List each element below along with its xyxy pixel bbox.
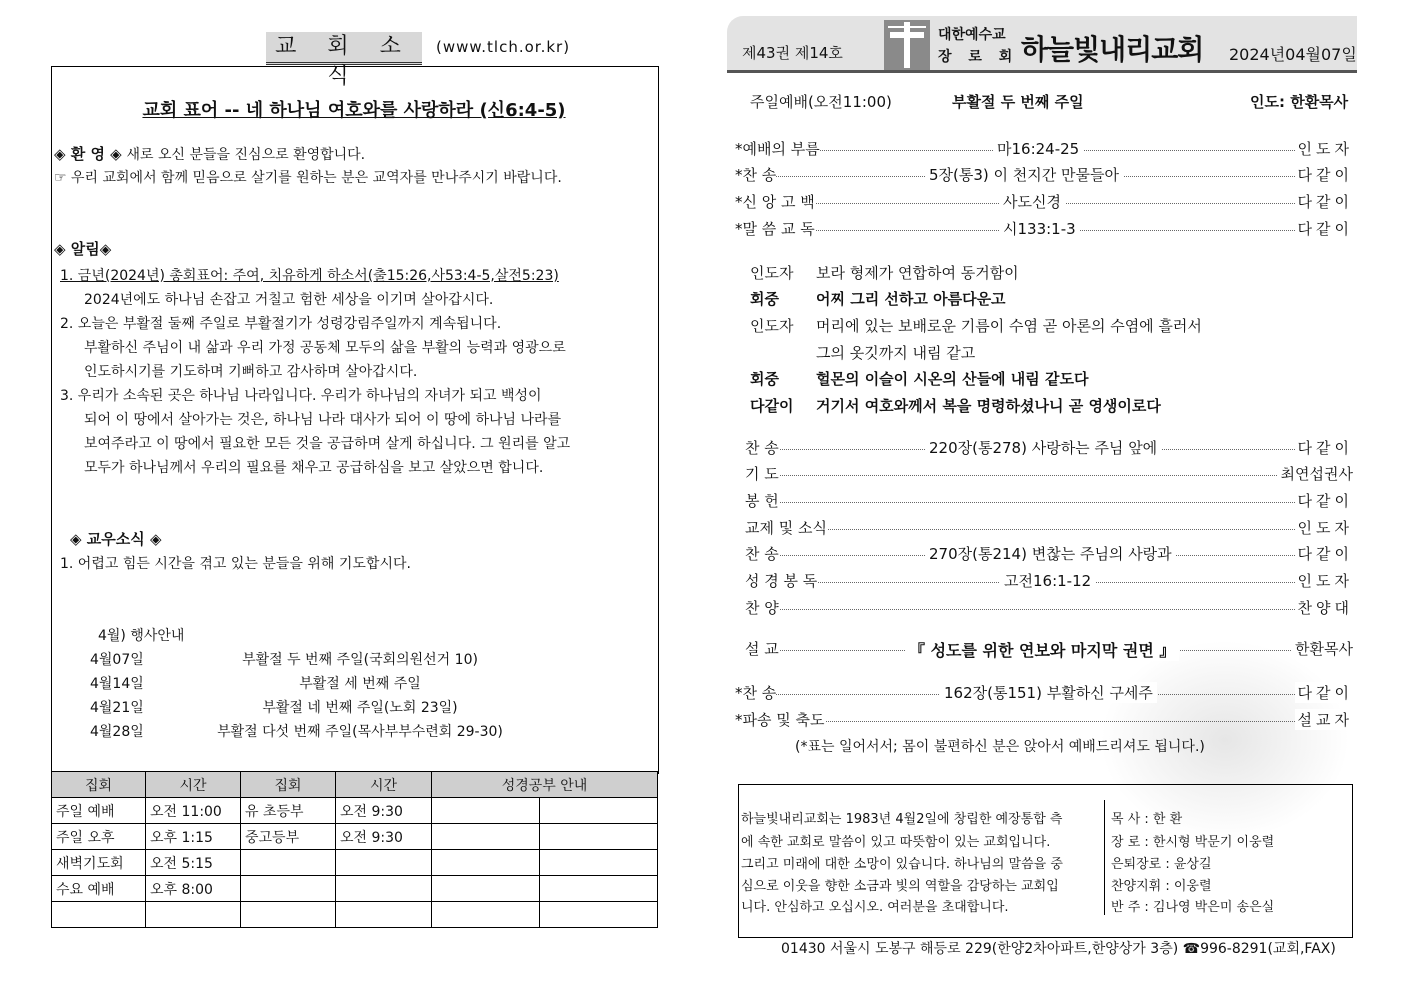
table-cell <box>432 824 540 850</box>
sermon-title: 『 성도를 위한 연보와 마지막 권면 』 <box>905 638 1179 661</box>
table-cell: 주일 오후 <box>52 824 146 850</box>
reading-text: 어찌 그리 선하고 아름다운고 <box>816 290 1006 308</box>
website-url[interactable]: (www.tlch.or.kr) <box>436 38 571 56</box>
intro-line: 심으로 이웃을 향한 소금과 빛의 역할을 감당하는 교회입 <box>741 879 1059 894</box>
table-cell <box>336 876 432 902</box>
standing-note: (*표는 일어서서; 몸이 불편하신 분은 앉아서 예배드리셔도 됩니다.) <box>795 739 1205 755</box>
order-label: *말 씀 교 독 <box>735 220 815 238</box>
worship-order-item <box>745 570 1353 592</box>
order-responsible: 다같이 <box>1295 543 1353 564</box>
event-desc: 부활절 세 번째 주일 <box>299 676 421 692</box>
table-cell <box>432 876 540 902</box>
table-cell <box>432 902 540 928</box>
event-desc: 부활절 네 번째 주일(노회 23일) <box>262 700 458 716</box>
order-label: 교제 및 소식 <box>745 519 827 537</box>
table-cell <box>241 902 336 928</box>
table-cell: 새벽기도회 <box>52 850 146 876</box>
welcome-section <box>54 143 365 164</box>
order-label: *예배의 부름 <box>735 140 820 158</box>
table-cell: 유 초등부 <box>241 798 336 824</box>
table-row <box>52 902 658 928</box>
order-responsible: 다같이 <box>1295 437 1353 458</box>
order-label: *찬 송 <box>735 166 777 184</box>
order-responsible: 인도자 <box>1295 138 1353 159</box>
responsive-reading-line <box>750 288 1006 309</box>
events-title: 4월) 행사안내 <box>98 628 185 644</box>
reading-text: 그의 옷깃까지 내림 같고 <box>816 344 976 362</box>
event-date: 4월28일 <box>90 724 144 740</box>
notice-line: 보여주라고 이 땅에서 필요한 모든 것을 공급하며 살게 하십니다. 그 원리를 알고 <box>84 436 571 452</box>
table-cell: 오후 1:15 <box>146 824 241 850</box>
col-header: 시간 <box>146 772 241 798</box>
order-label: 기 도 <box>745 465 779 483</box>
staff-line: 찬양지휘 : 이웅렬 <box>1111 879 1212 894</box>
reading-text: 머리에 있는 보배로운 기름이 수염 곧 아론의 수염에 흘러서 <box>816 317 1202 335</box>
reading-text: 보라 형제가 연합하여 동거함이 <box>816 264 1019 282</box>
table-cell: 오전 9:30 <box>336 798 432 824</box>
welcome-text: 새로 오신 분들을 진심으로 환영합니다. <box>126 147 366 163</box>
table-cell: 오전 11:00 <box>146 798 241 824</box>
intro-line: 니다. 안심하고 오십시오. 여러분을 초대합니다. <box>741 900 1009 915</box>
order-responsible: 다같이 <box>1295 191 1353 212</box>
reader: 인도자 <box>750 264 794 282</box>
notice-line: 2. 오늘은 부활절 둘째 주일로 부활절기가 성령강림주일까지 계속됩니다. <box>60 316 502 332</box>
order-detail: 고전16:1-12 <box>1000 570 1095 591</box>
event-desc: 부활절 두 번째 주일(국회의원선거 10) <box>242 652 478 668</box>
table-cell <box>432 798 540 824</box>
notice-line: 1. 금년(2024년) 총회표어: 주여, 치유하게 하소서(출15:26,사53:4-5,살전5:23) <box>60 268 559 284</box>
order-responsible: 찬양대 <box>1295 597 1353 618</box>
responsive-reading-line <box>750 342 975 363</box>
worship-order-item <box>735 191 1353 213</box>
table-row <box>52 798 658 824</box>
preacher: 한환목사 <box>1292 638 1353 659</box>
church-motto: 교회 표어 -- 네 하나님 여호와를 사랑하라 (신6:4-5) <box>142 100 566 121</box>
order-label: 봉 헌 <box>745 492 779 510</box>
table-cell <box>241 876 336 902</box>
sermon-label: 설 교 <box>745 640 779 658</box>
denomination-line-2: 장 로 회 <box>938 49 1019 65</box>
table-cell: 수요 예배 <box>52 876 146 902</box>
reader: 회중 <box>750 290 779 308</box>
order-responsible: 인도자 <box>1295 570 1353 591</box>
order-label: 찬 양 <box>745 599 779 617</box>
table-row <box>52 850 658 876</box>
worship-leader: 인도: 한환목사 <box>1250 93 1349 111</box>
worship-order-item <box>735 138 1353 160</box>
table-cell <box>52 902 146 928</box>
order-responsible: 설교자 <box>1295 709 1353 730</box>
notice-line: 인도하시기를 기도하며 기뻐하고 감사하며 살아갑시다. <box>84 364 418 380</box>
sunday-name: 부활절 두 번째 주일 <box>952 93 1084 111</box>
worship-order-item <box>745 490 1353 512</box>
table-cell: 중고등부 <box>241 824 336 850</box>
worship-order-item <box>745 463 1353 485</box>
order-detail: 270장(통214) 변찮는 주님의 사랑과 <box>925 543 1176 564</box>
reader: 회중 <box>750 370 779 388</box>
member-news-line: 1. 어렵고 힘든 시간을 겪고 있는 분들을 위해 기도합시다. <box>60 556 411 572</box>
table-cell <box>540 824 658 850</box>
order-responsible: 다같이 <box>1295 164 1353 185</box>
worship-order-item <box>735 218 1353 240</box>
table-row <box>52 824 658 850</box>
staff-line: 장 로 : 한시형 박문기 이웅렬 <box>1111 835 1275 850</box>
church-address: 01430 서울시 도봉구 해등로 229(한양2차아파트,한양상가 3층) ☎996-8291(교회,FAX) <box>781 941 1336 957</box>
notice-line: 되어 이 땅에서 살아가는 것은, 하나님 나라 대사가 되어 이 땅에 하나님 나라를 <box>84 412 562 428</box>
notice-line: 3. 우리가 소속된 곳은 하나님 나라입니다. 우리가 하나님의 자녀가 되고 백성이 <box>60 388 542 404</box>
order-responsible: 최연섭권사 <box>1278 463 1353 484</box>
responsive-reading-line <box>750 395 1161 416</box>
order-label: *파송 및 축도 <box>735 711 825 729</box>
intro-line: 에 속한 교회로 말씀이 있고 따뜻함이 있는 교회입니다. <box>741 835 1051 850</box>
order-responsible: 다같이 <box>1295 682 1353 703</box>
event-date: 4월21일 <box>90 700 144 716</box>
member-news-heading: ◈ 교우소식 ◈ <box>70 530 162 548</box>
church-name: 하늘빛내리교회 <box>1021 33 1204 66</box>
worship-order-item <box>735 709 1353 731</box>
order-detail: 162장(통151) 부활하신 구세주 <box>940 682 1157 703</box>
volume-number: 제43권 제14호 <box>742 44 843 62</box>
table-row <box>52 876 658 902</box>
staff-line: 은퇴장로 : 윤상길 <box>1111 857 1212 872</box>
order-responsible: 인도자 <box>1295 517 1353 538</box>
reader: 인도자 <box>750 317 794 335</box>
divider <box>1104 800 1105 915</box>
worship-order-item <box>735 164 1353 186</box>
table-cell <box>540 902 658 928</box>
worship-order-item <box>745 597 1353 619</box>
event-date: 4월14일 <box>90 676 144 692</box>
responsive-reading-line <box>750 262 1019 283</box>
order-label: 성 경 봉 독 <box>745 572 818 590</box>
responsive-reading-line <box>750 368 1088 389</box>
col-header: 집회 <box>52 772 146 798</box>
table-cell: 오후 8:00 <box>146 876 241 902</box>
order-label: *찬 송 <box>735 684 777 702</box>
col-header: 집회 <box>241 772 336 798</box>
meeting-schedule-table <box>51 771 658 928</box>
table-cell: 주일 예배 <box>52 798 146 824</box>
table-cell <box>540 798 658 824</box>
table-cell <box>336 902 432 928</box>
table-cell: 오전 9:30 <box>336 824 432 850</box>
intro-line: 그리고 미래에 대한 소망이 있습니다. 하나님의 말씀을 중 <box>741 857 1063 872</box>
staff-line: 반 주 : 김나영 박은미 송은실 <box>1111 900 1275 915</box>
table-cell <box>241 850 336 876</box>
section-title: 교 회 소 식 <box>266 32 422 65</box>
notice-line: 모두가 하나님께서 우리의 필요를 채우고 공급하심을 보고 살았으면 합니다. <box>84 460 544 476</box>
table-cell: 오전 5:15 <box>146 850 241 876</box>
denomination-line-1: 대한예수교 <box>938 27 1006 43</box>
order-responsible: 다같이 <box>1295 218 1353 239</box>
cross-icon <box>884 20 930 70</box>
notice-line: 부활하신 주님이 내 삶과 우리 가정 공동체 모두의 삶을 부활의 능력과 영광으로 <box>84 340 566 356</box>
order-label: *신 앙 고 백 <box>735 193 815 211</box>
order-label: 찬 송 <box>745 439 779 457</box>
table-header-row <box>52 772 658 798</box>
welcome-text-2: ☞ 우리 교회에서 함께 믿음으로 살기를 원하는 분은 교역자를 만나주시기 바랍니다. <box>54 170 562 186</box>
staff-line: 목 사 : 한 환 <box>1111 812 1183 827</box>
reading-text: 거기서 여호와께서 복을 명령하셨나니 곧 영생이로다 <box>816 397 1161 415</box>
worship-order-item <box>745 517 1353 539</box>
table-cell <box>540 876 658 902</box>
col-header: 성경공부 안내 <box>432 772 658 798</box>
welcome-heading: ◈ 환 영 ◈ <box>54 145 122 163</box>
order-detail: 220장(통278) 사랑하는 주님 앞에 <box>925 437 1161 458</box>
order-detail: 5장(통3) 이 천지간 만물들아 <box>925 164 1123 185</box>
col-header: 시간 <box>336 772 432 798</box>
reader: 다같이 <box>750 397 794 415</box>
worship-order-item <box>735 682 1353 704</box>
table-cell <box>336 850 432 876</box>
notices-heading: ◈ 알림◈ <box>54 240 112 258</box>
order-detail: 시133:1-3 <box>999 218 1080 239</box>
responsive-reading-line <box>750 315 1202 336</box>
reading-text: 헐몬의 이슬이 시온의 산들에 내림 같도다 <box>816 370 1089 388</box>
intro-line: 하늘빛내리교회는 1983년 4월2일에 창립한 예장통합 측 <box>741 812 1063 827</box>
table-cell <box>540 850 658 876</box>
event-date: 4월07일 <box>90 652 144 668</box>
service-time: 주일예배(오전11:00) <box>750 93 892 111</box>
order-responsible: 다같이 <box>1295 490 1353 511</box>
order-label: 찬 송 <box>745 545 779 563</box>
bulletin-date: 2024년04월07일 <box>1229 45 1357 64</box>
table-cell <box>146 902 241 928</box>
order-detail: 사도신경 <box>999 191 1065 212</box>
worship-order-item <box>745 543 1353 565</box>
table-cell <box>432 850 540 876</box>
event-desc: 부활절 다섯 번째 주일(목사부부수련회 29-30) <box>217 724 503 740</box>
church-logo-icon <box>884 20 930 70</box>
worship-order-item <box>745 437 1353 459</box>
notice-line: 2024년에도 하나님 손잡고 거칠고 험한 세상을 이기며 살아갑시다. <box>84 292 494 308</box>
order-detail: 마16:24-25 <box>993 138 1083 159</box>
sermon-item <box>745 638 1353 662</box>
